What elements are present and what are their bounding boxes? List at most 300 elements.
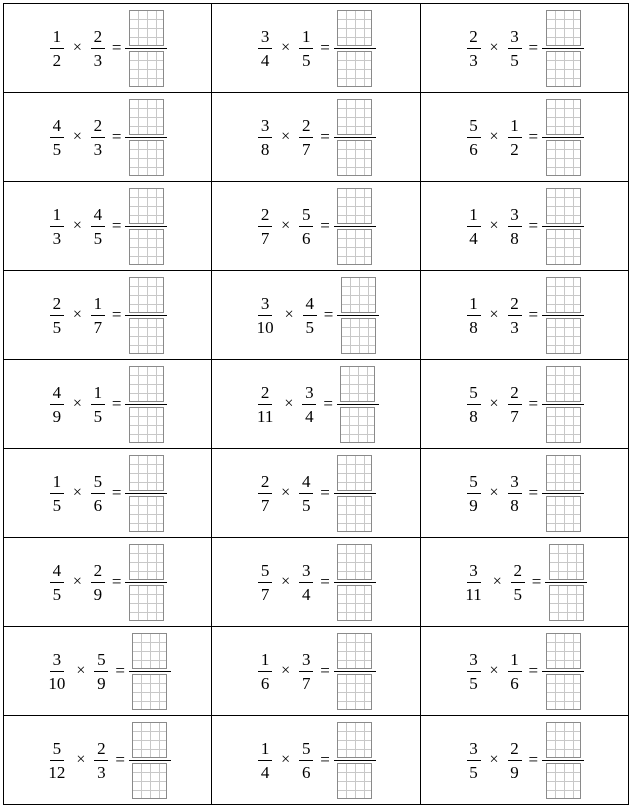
first-fraction xyxy=(258,651,272,692)
multiply-sign: × xyxy=(72,128,82,145)
equals-sign: = xyxy=(320,483,330,502)
fraction-denominator: 7 xyxy=(93,317,103,337)
problem-cell xyxy=(420,93,628,182)
second-fraction xyxy=(91,206,105,247)
multiply-sign: × xyxy=(489,751,499,768)
fraction-numerator: 3 xyxy=(302,384,316,405)
fraction-denominator: 3 xyxy=(52,228,62,248)
answer-fraction xyxy=(334,544,376,621)
fraction-denominator: 3 xyxy=(469,50,478,70)
multiplication-problem xyxy=(212,93,419,181)
fraction-denominator: 8 xyxy=(260,139,270,159)
fraction-numerator: 1 xyxy=(91,384,105,405)
answer-denominator-box[interactable] xyxy=(546,318,581,354)
fraction-denominator: 5 xyxy=(305,317,314,337)
fraction-numerator: 3 xyxy=(467,740,481,761)
answer-fraction xyxy=(542,188,584,265)
equals-sign: = xyxy=(320,661,330,680)
fraction-denominator: 6 xyxy=(301,762,311,782)
second-fraction xyxy=(508,295,522,336)
equals-sign: = xyxy=(323,305,334,324)
answer-numerator-box[interactable] xyxy=(546,99,581,135)
problem-row xyxy=(4,182,629,271)
answer-denominator-box[interactable] xyxy=(341,318,376,354)
fraction-numerator: 2 xyxy=(508,740,522,761)
first-fraction xyxy=(50,206,64,247)
equals-sign: = xyxy=(111,394,122,413)
fraction-denominator: 10 xyxy=(48,673,66,693)
first-fraction xyxy=(467,206,481,247)
answer-fraction xyxy=(129,633,171,710)
fraction-denominator: 6 xyxy=(510,673,519,693)
answer-fraction-bar xyxy=(334,582,376,583)
fraction-denominator: 3 xyxy=(97,762,106,782)
answer-denominator-box[interactable] xyxy=(546,496,581,532)
multiply-sign: × xyxy=(492,573,502,590)
fraction-denominator: 5 xyxy=(301,50,311,70)
answer-fraction xyxy=(334,633,376,710)
answer-fraction xyxy=(337,277,379,354)
answer-denominator-box[interactable] xyxy=(337,585,372,621)
answer-fraction-bar xyxy=(334,671,376,672)
answer-numerator-box[interactable] xyxy=(546,188,581,224)
fraction-numerator: 4 xyxy=(91,206,105,227)
second-fraction xyxy=(299,562,313,603)
equals-sign: = xyxy=(528,38,539,57)
first-fraction xyxy=(255,384,275,425)
problem-row xyxy=(4,93,629,182)
answer-denominator-box[interactable] xyxy=(546,51,581,87)
answer-denominator-box[interactable] xyxy=(337,674,372,710)
answer-numerator-box[interactable] xyxy=(337,722,372,758)
fraction-numerator: 5 xyxy=(94,651,108,672)
equals-sign: = xyxy=(320,572,330,591)
answer-fraction xyxy=(334,99,376,176)
answer-denominator-box[interactable] xyxy=(129,407,164,443)
fraction-denominator: 4 xyxy=(305,406,314,426)
answer-denominator-box[interactable] xyxy=(129,51,164,87)
first-fraction xyxy=(467,117,481,158)
problem-cell xyxy=(4,4,212,93)
worksheet-body xyxy=(4,4,629,805)
fraction-denominator: 6 xyxy=(260,673,270,693)
multiplication-problem xyxy=(212,627,419,715)
problem-row xyxy=(4,627,629,716)
answer-fraction xyxy=(545,544,587,621)
fraction-denominator: 6 xyxy=(301,228,311,248)
answer-denominator-box[interactable] xyxy=(340,407,375,443)
second-fraction xyxy=(302,384,316,425)
fraction-denominator: 7 xyxy=(260,584,270,604)
answer-numerator-box[interactable] xyxy=(546,10,581,46)
multiply-sign: × xyxy=(281,217,291,234)
answer-fraction xyxy=(542,722,584,799)
first-fraction xyxy=(467,473,481,514)
fraction-numerator: 3 xyxy=(508,28,522,49)
problem-cell xyxy=(420,271,628,360)
second-fraction xyxy=(91,384,105,425)
second-fraction xyxy=(91,295,105,336)
second-fraction xyxy=(299,473,313,514)
problem-cell xyxy=(212,538,420,627)
answer-numerator-box[interactable] xyxy=(129,99,164,135)
fraction-numerator: 2 xyxy=(258,206,272,227)
answer-denominator-box[interactable] xyxy=(129,140,164,176)
answer-numerator-box[interactable] xyxy=(129,455,164,491)
fraction-denominator: 10 xyxy=(256,317,274,337)
fraction-denominator: 8 xyxy=(510,495,519,515)
fraction-numerator: 1 xyxy=(258,740,272,761)
first-fraction xyxy=(50,295,64,336)
answer-numerator-box[interactable] xyxy=(337,10,372,46)
fraction-denominator: 8 xyxy=(510,228,519,248)
fraction-denominator: 7 xyxy=(301,139,311,159)
fraction-numerator: 2 xyxy=(258,473,272,494)
fraction-denominator: 4 xyxy=(260,50,270,70)
fraction-numerator: 1 xyxy=(467,295,481,316)
multiplication-problem xyxy=(421,271,628,359)
fraction-numerator: 5 xyxy=(467,117,481,138)
answer-denominator-box[interactable] xyxy=(546,229,581,265)
first-fraction xyxy=(50,384,64,425)
fraction-denominator: 8 xyxy=(469,406,478,426)
first-fraction xyxy=(46,651,67,692)
equals-sign: = xyxy=(323,394,333,413)
problem-cell xyxy=(4,182,212,271)
problem-cell xyxy=(4,538,212,627)
fraction-numerator: 2 xyxy=(508,295,522,316)
equals-sign: = xyxy=(528,661,539,680)
fraction-denominator: 3 xyxy=(510,317,519,337)
multiplication-problem xyxy=(421,716,628,804)
answer-fraction xyxy=(125,366,167,443)
multiply-sign: × xyxy=(72,395,82,412)
fraction-numerator: 1 xyxy=(50,206,64,227)
answer-fraction-bar xyxy=(334,760,376,761)
first-fraction xyxy=(258,206,272,247)
problem-cell xyxy=(420,360,628,449)
second-fraction xyxy=(94,651,108,692)
multiply-sign: × xyxy=(281,128,291,145)
multiplication-problem xyxy=(4,627,211,715)
answer-fraction-bar xyxy=(337,404,379,405)
second-fraction xyxy=(91,473,105,514)
answer-denominator-box[interactable] xyxy=(129,496,164,532)
multiply-sign: × xyxy=(72,484,82,501)
problem-row xyxy=(4,449,629,538)
fraction-numerator: 3 xyxy=(258,117,272,138)
multiplication-problem xyxy=(4,271,211,359)
multiply-sign: × xyxy=(489,128,499,145)
equals-sign: = xyxy=(111,305,122,324)
answer-fraction xyxy=(334,722,376,799)
problem-cell xyxy=(212,271,420,360)
multiplication-problem xyxy=(4,182,211,270)
answer-denominator-box[interactable] xyxy=(549,585,584,621)
fraction-numerator: 5 xyxy=(299,740,313,761)
answer-fraction xyxy=(542,10,584,87)
problem-cell xyxy=(420,4,628,93)
fraction-numerator: 3 xyxy=(258,295,272,316)
multiplication-problem xyxy=(212,716,419,804)
fraction-numerator: 1 xyxy=(299,28,313,49)
answer-denominator-box[interactable] xyxy=(129,318,164,354)
fraction-denominator: 5 xyxy=(52,584,62,604)
fraction-denominator: 11 xyxy=(256,406,274,426)
problem-cell xyxy=(420,538,628,627)
answer-numerator-box[interactable] xyxy=(546,722,581,758)
answer-denominator-box[interactable] xyxy=(337,51,372,87)
fraction-numerator: 3 xyxy=(467,651,481,672)
first-fraction xyxy=(467,740,481,781)
fraction-numerator: 1 xyxy=(467,206,481,227)
answer-fraction xyxy=(125,188,167,265)
fraction-numerator: 5 xyxy=(50,740,64,761)
fraction-numerator: 5 xyxy=(467,473,481,494)
second-fraction xyxy=(511,562,525,603)
fraction-denominator: 6 xyxy=(93,495,103,515)
multiply-sign: × xyxy=(489,395,499,412)
answer-fraction xyxy=(125,10,167,87)
answer-numerator-box[interactable] xyxy=(340,366,375,402)
answer-numerator-box[interactable] xyxy=(546,633,581,669)
second-fraction xyxy=(508,117,522,158)
multiplication-problem xyxy=(421,4,628,92)
fraction-denominator: 5 xyxy=(52,317,62,337)
fraction-numerator: 2 xyxy=(91,28,105,49)
equals-sign: = xyxy=(111,38,122,57)
fraction-denominator: 5 xyxy=(52,495,62,515)
multiply-sign: × xyxy=(281,484,291,501)
first-fraction xyxy=(463,562,483,603)
problem-cell xyxy=(420,716,628,805)
multiply-sign: × xyxy=(284,395,294,412)
answer-denominator-box[interactable] xyxy=(337,496,372,532)
answer-denominator-box[interactable] xyxy=(337,763,372,799)
problem-cell xyxy=(420,182,628,271)
fraction-denominator: 4 xyxy=(469,228,478,248)
answer-numerator-box[interactable] xyxy=(341,277,376,313)
fraction-denominator: 4 xyxy=(260,762,270,782)
multiply-sign: × xyxy=(72,573,82,590)
answer-numerator-box[interactable] xyxy=(337,455,372,491)
fraction-numerator: 5 xyxy=(299,206,313,227)
fraction-numerator: 2 xyxy=(258,384,272,405)
answer-fraction-bar xyxy=(125,493,167,494)
equals-sign: = xyxy=(111,127,122,146)
multiply-sign: × xyxy=(489,306,499,323)
first-fraction xyxy=(255,295,276,336)
fraction-denominator: 3 xyxy=(93,139,103,159)
fraction-numerator: 2 xyxy=(511,562,525,583)
fraction-numerator: 2 xyxy=(467,28,481,49)
second-fraction xyxy=(299,651,313,692)
answer-numerator-box[interactable] xyxy=(132,722,167,758)
multiplication-problem xyxy=(421,360,628,448)
first-fraction xyxy=(258,740,272,781)
second-fraction xyxy=(299,740,313,781)
equals-sign: = xyxy=(528,483,539,502)
answer-numerator-box[interactable] xyxy=(337,544,372,580)
fraction-denominator: 5 xyxy=(469,762,478,782)
first-fraction xyxy=(258,473,272,514)
answer-fraction-bar xyxy=(542,315,584,316)
multiply-sign: × xyxy=(489,662,499,679)
fraction-denominator: 7 xyxy=(510,406,519,426)
multiplication-problem xyxy=(421,449,628,537)
multiplication-problem xyxy=(421,538,628,626)
answer-denominator-box[interactable] xyxy=(546,763,581,799)
problem-cell xyxy=(212,182,420,271)
problem-row xyxy=(4,360,629,449)
first-fraction xyxy=(467,295,481,336)
multiplication-problem xyxy=(212,538,419,626)
fraction-denominator: 5 xyxy=(93,406,103,426)
problem-cell xyxy=(212,716,420,805)
answer-fraction xyxy=(334,188,376,265)
fraction-numerator: 2 xyxy=(508,384,522,405)
answer-fraction xyxy=(542,633,584,710)
fraction-numerator: 1 xyxy=(50,28,64,49)
second-fraction xyxy=(299,28,313,69)
multiplication-problem xyxy=(4,449,211,537)
answer-fraction xyxy=(542,366,584,443)
answer-fraction xyxy=(125,544,167,621)
answer-fraction xyxy=(542,455,584,532)
multiply-sign: × xyxy=(281,662,291,679)
problem-cell xyxy=(212,627,420,716)
second-fraction xyxy=(508,206,522,247)
answer-denominator-box[interactable] xyxy=(129,229,164,265)
fraction-numerator: 4 xyxy=(50,384,64,405)
multiply-sign: × xyxy=(281,39,291,56)
fraction-numerator: 5 xyxy=(258,562,272,583)
fraction-numerator: 3 xyxy=(299,562,313,583)
fraction-numerator: 1 xyxy=(91,295,105,316)
second-fraction xyxy=(508,384,522,425)
multiplication-problem xyxy=(212,449,419,537)
fraction-denominator: 5 xyxy=(52,139,62,159)
answer-fraction-bar xyxy=(334,226,376,227)
answer-numerator-box[interactable] xyxy=(546,455,581,491)
answer-denominator-box[interactable] xyxy=(546,407,581,443)
fraction-denominator: 2 xyxy=(52,50,62,70)
multiply-sign: × xyxy=(76,751,86,768)
answer-fraction-bar xyxy=(129,671,171,672)
equals-sign: = xyxy=(320,38,330,57)
answer-numerator-box[interactable] xyxy=(549,544,584,580)
answer-denominator-box[interactable] xyxy=(132,763,167,799)
fraction-denominator: 7 xyxy=(260,228,270,248)
answer-numerator-box[interactable] xyxy=(337,188,372,224)
equals-sign: = xyxy=(115,661,125,680)
equals-sign: = xyxy=(531,572,542,591)
second-fraction xyxy=(508,473,522,514)
fraction-numerator: 2 xyxy=(299,117,313,138)
multiplication-problem xyxy=(421,627,628,715)
first-fraction xyxy=(467,651,481,692)
answer-numerator-box[interactable] xyxy=(132,633,167,669)
problem-cell xyxy=(4,716,212,805)
answer-numerator-box[interactable] xyxy=(546,277,581,313)
fraction-multiplication-worksheet xyxy=(3,3,629,805)
answer-numerator-box[interactable] xyxy=(129,544,164,580)
fraction-numerator: 3 xyxy=(258,28,272,49)
fraction-numerator: 1 xyxy=(508,651,522,672)
answer-denominator-box[interactable] xyxy=(129,585,164,621)
answer-denominator-box[interactable] xyxy=(546,140,581,176)
answer-fraction-bar xyxy=(542,226,584,227)
multiply-sign: × xyxy=(72,217,82,234)
multiplication-problem xyxy=(4,360,211,448)
answer-numerator-box[interactable] xyxy=(546,366,581,402)
answer-numerator-box[interactable] xyxy=(129,188,164,224)
answer-denominator-box[interactable] xyxy=(337,229,372,265)
multiplication-problem xyxy=(4,538,211,626)
fraction-denominator: 5 xyxy=(469,673,478,693)
fraction-denominator: 7 xyxy=(260,495,270,515)
equals-sign: = xyxy=(528,394,539,413)
answer-fraction-bar xyxy=(542,671,584,672)
fraction-numerator: 2 xyxy=(91,562,105,583)
fraction-numerator: 5 xyxy=(467,384,481,405)
first-fraction xyxy=(258,562,272,603)
multiplication-problem xyxy=(4,4,211,92)
fraction-denominator: 7 xyxy=(301,673,311,693)
answer-numerator-box[interactable] xyxy=(337,633,372,669)
multiply-sign: × xyxy=(72,39,82,56)
fraction-denominator: 4 xyxy=(301,584,311,604)
answer-fraction-bar xyxy=(334,137,376,138)
first-fraction xyxy=(50,473,64,514)
answer-numerator-box[interactable] xyxy=(129,10,164,46)
answer-numerator-box[interactable] xyxy=(129,277,164,313)
first-fraction xyxy=(50,117,64,158)
equals-sign: = xyxy=(111,216,122,235)
answer-denominator-box[interactable] xyxy=(546,674,581,710)
first-fraction xyxy=(258,28,272,69)
answer-fraction-bar xyxy=(125,315,167,316)
answer-fraction-bar xyxy=(334,48,376,49)
fraction-numerator: 4 xyxy=(50,562,64,583)
fraction-numerator: 3 xyxy=(299,651,313,672)
answer-fraction xyxy=(125,277,167,354)
multiply-sign: × xyxy=(284,306,294,323)
fraction-numerator: 2 xyxy=(94,740,108,761)
problem-cell xyxy=(4,271,212,360)
fraction-denominator: 11 xyxy=(465,584,482,604)
answer-numerator-box[interactable] xyxy=(337,99,372,135)
multiplication-problem xyxy=(212,360,419,448)
problem-row xyxy=(4,4,629,93)
answer-fraction-bar xyxy=(129,760,171,761)
problem-cell xyxy=(4,449,212,538)
second-fraction xyxy=(91,28,105,69)
answer-denominator-box[interactable] xyxy=(132,674,167,710)
multiplication-problem xyxy=(4,93,211,181)
second-fraction xyxy=(91,117,105,158)
fraction-denominator: 3 xyxy=(93,50,103,70)
fraction-numerator: 2 xyxy=(50,295,64,316)
answer-fraction-bar xyxy=(542,404,584,405)
equals-sign: = xyxy=(320,216,330,235)
fraction-numerator: 4 xyxy=(50,117,64,138)
fraction-numerator: 1 xyxy=(50,473,64,494)
answer-numerator-box[interactable] xyxy=(129,366,164,402)
multiplication-problem xyxy=(421,182,628,270)
answer-denominator-box[interactable] xyxy=(337,140,372,176)
problem-row xyxy=(4,271,629,360)
